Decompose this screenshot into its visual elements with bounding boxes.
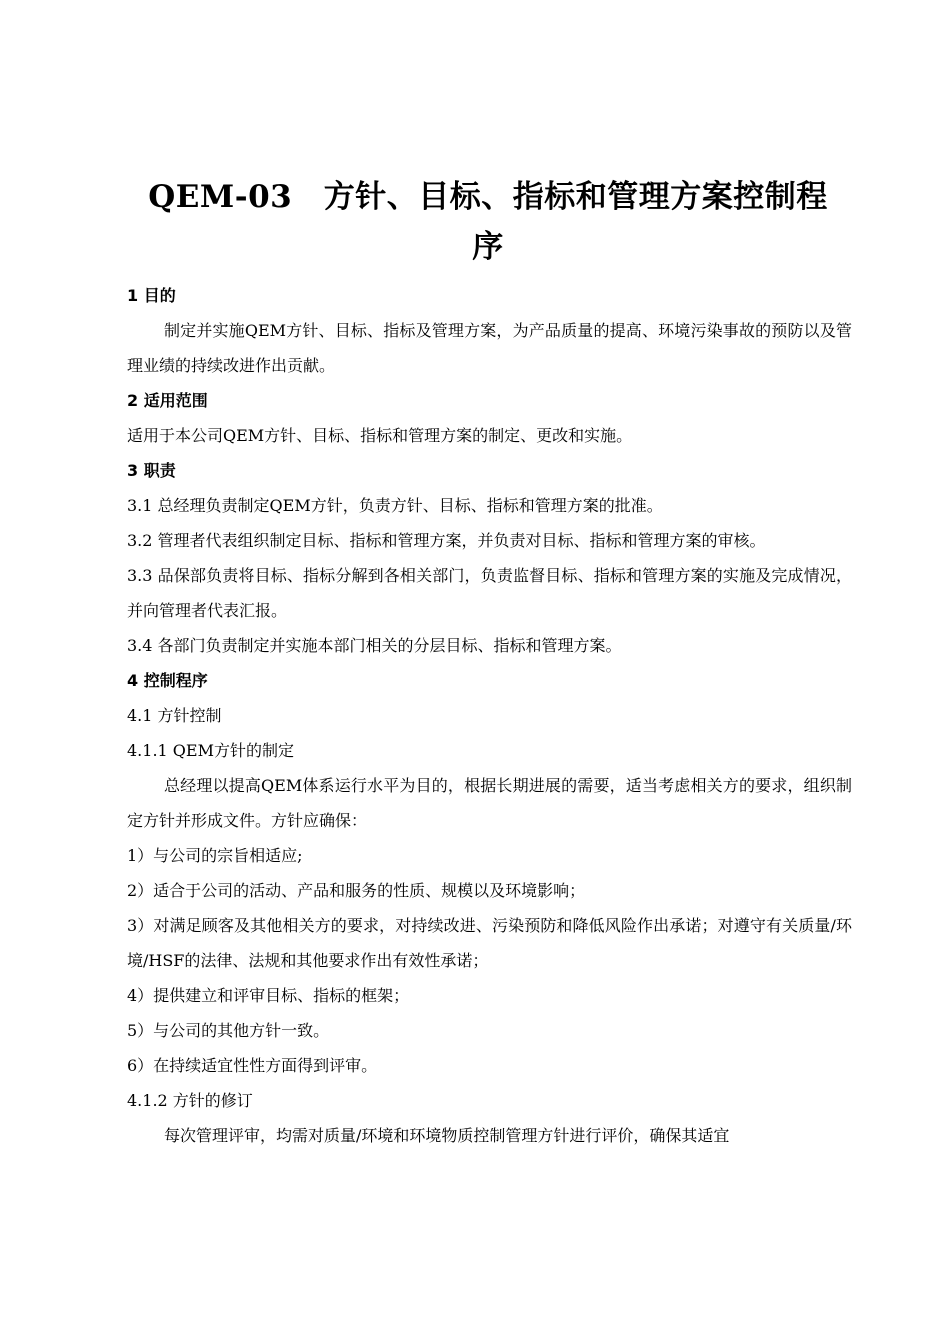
section-3-heading: 3 职责	[127, 461, 176, 480]
document-title	[100, 172, 876, 272]
section-4-1-1-paragraph: 总经理以提高QEM体系运行水平为目的，根据长期进展的需要，适当考虑相关方的要求，组织制定方针并形成文件。方针应确保：	[127, 776, 852, 830]
section-3-2: 3.2 管理者代表组织制定目标、指标和管理方案，并负责对目标、指标和管理方案的审核。	[127, 531, 766, 550]
list-item-3: 3）对满足顾客及其他相关方的要求，对持续改进、污染预防和降低风险作出承诺；对遵守有关质量/环境/HSF的法律、法规和其他要求作出有效性承诺；	[127, 916, 852, 970]
list-item-5: 5）与公司的其他方针一致。	[127, 1021, 330, 1040]
title-line-2: 序	[472, 229, 504, 265]
section-1-heading: 1 目的	[127, 286, 176, 305]
title-line-1: QEM-03 方针、目标、指标和管理方案控制程	[148, 179, 828, 215]
list-item-1: 1）与公司的宗旨相适应;	[127, 846, 303, 865]
section-4-heading: 4 控制程序	[127, 671, 208, 690]
section-4-1-1: 4.1.1 QEM方针的制定	[127, 741, 294, 760]
section-4-1-2-paragraph: 每次管理评审，均需对质量/环境和环境物质控制管理方针进行评价，确保其适宜	[164, 1126, 730, 1145]
list-item-6: 6）在持续适宜性性方面得到评审。	[127, 1056, 378, 1075]
document-body	[127, 278, 852, 1153]
section-2-heading: 2 适用范围	[127, 391, 208, 410]
section-3-1: 3.1 总经理负责制定QEM方针，负责方针、目标、指标和管理方案的批准。	[127, 496, 663, 515]
section-2-text: 适用于本公司QEM方针、目标、指标和管理方案的制定、更改和实施。	[127, 426, 633, 445]
section-4-1: 4.1 方针控制	[127, 706, 222, 725]
list-item-4: 4）提供建立和评审目标、指标的框架；	[127, 986, 410, 1005]
section-3-3: 3.3 品保部负责将目标、指标分解到各相关部门，负责监督目标、指标和管理方案的实施及完成情况，并向管理者代表汇报。	[127, 566, 852, 620]
section-4-1-2: 4.1.2 方针的修订	[127, 1091, 253, 1110]
section-1-paragraph: 制定并实施QEM方针、目标、指标及管理方案，为产品质量的提高、环境污染事故的预防以及管理业绩的持续改进作出贡献。	[127, 321, 852, 375]
section-3-4: 3.4 各部门负责制定并实施本部门相关的分层目标、指标和管理方案。	[127, 636, 622, 655]
list-item-2: 2）适合于公司的活动、产品和服务的性质、规模以及环境影响；	[127, 881, 586, 900]
